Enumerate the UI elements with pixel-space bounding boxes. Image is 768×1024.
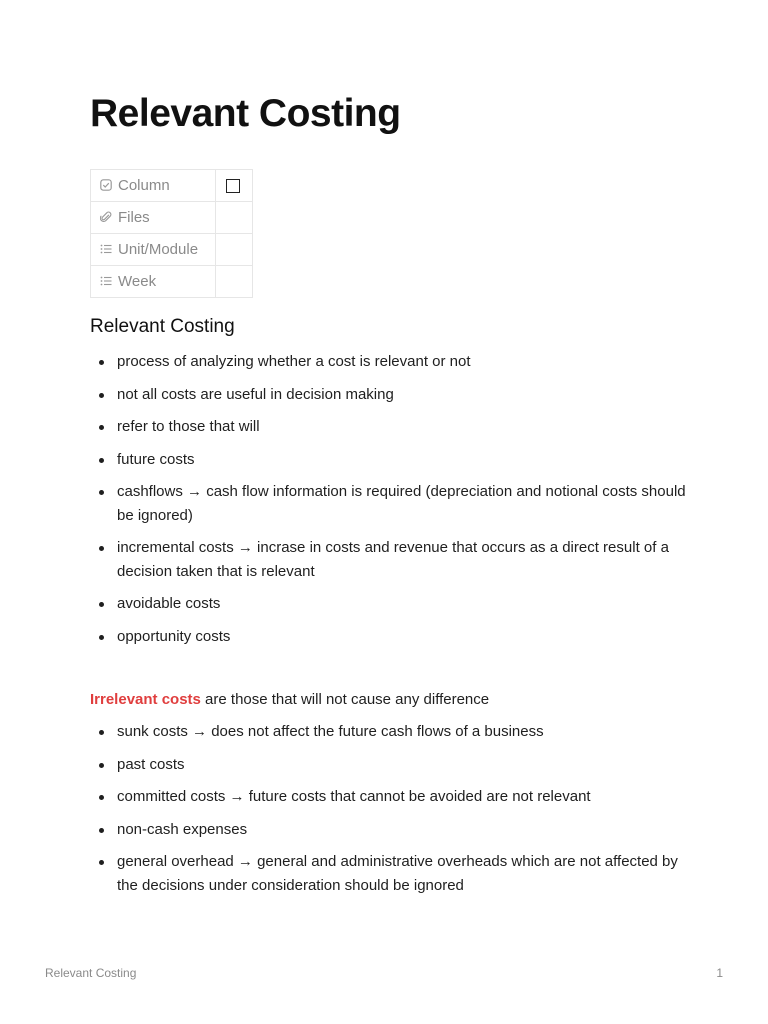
property-value-cell[interactable] [216, 170, 253, 202]
property-label: Column [118, 177, 170, 194]
property-row-week [91, 266, 253, 298]
list-item: cashflows → cash flow information is required (depreciation and notional costs should be ignored) [90, 480, 690, 527]
property-name-cell [91, 234, 216, 266]
property-name-cell [91, 170, 216, 202]
list-item: process of analyzing whether a cost is relevant or not [90, 350, 690, 374]
highlighted-term: Irrelevant costs [90, 691, 201, 708]
list-item: sunk costs → does not affect the future cash flows of a business [90, 720, 690, 744]
list-item: future costs [90, 448, 690, 472]
property-value-cell[interactable] [216, 234, 253, 266]
checkbox-icon [100, 179, 112, 191]
property-row-files [91, 202, 253, 234]
page-number: 1 [716, 966, 723, 980]
list-item: general overhead → general and administrative overheads which are not affected by the decisions under consideration should be ignored [90, 850, 690, 897]
list-item: avoidable costs [90, 592, 690, 616]
irrelevant-costs-list [90, 720, 690, 906]
list-item: past costs [90, 753, 690, 777]
list-item: committed costs → future costs that cannot be avoided are not relevant [90, 785, 690, 809]
column-checkbox[interactable] [226, 179, 240, 193]
list-item: opportunity costs [90, 625, 690, 649]
property-value-cell[interactable] [216, 202, 253, 234]
property-name-cell [91, 266, 216, 298]
list-item: non-cash expenses [90, 818, 690, 842]
property-row-unit-module [91, 234, 253, 266]
list-item: not all costs are useful in decision making [90, 383, 690, 407]
paperclip-icon [100, 211, 112, 223]
property-label: Unit/Module [118, 241, 199, 258]
irrelevant-costs-intro [90, 688, 489, 711]
list-item: refer to those that will [90, 415, 690, 439]
property-label: Files [118, 209, 150, 226]
section-heading: Relevant Costing [90, 316, 235, 337]
list-icon [100, 243, 112, 255]
properties-table [90, 169, 253, 298]
page-title: Relevant Costing [90, 92, 401, 135]
property-row-column [91, 170, 253, 202]
list-item: incremental costs → incrase in costs and revenue that occurs as a direct result of a decision taken that is relevant [90, 536, 690, 583]
property-value-cell[interactable] [216, 266, 253, 298]
property-label: Week [118, 273, 157, 290]
list-icon [100, 275, 112, 287]
footer-title: Relevant Costing [45, 966, 137, 980]
intro-text: are those that will not cause any difference [200, 691, 490, 708]
relevant-costs-list [90, 350, 690, 657]
property-name-cell [91, 202, 216, 234]
